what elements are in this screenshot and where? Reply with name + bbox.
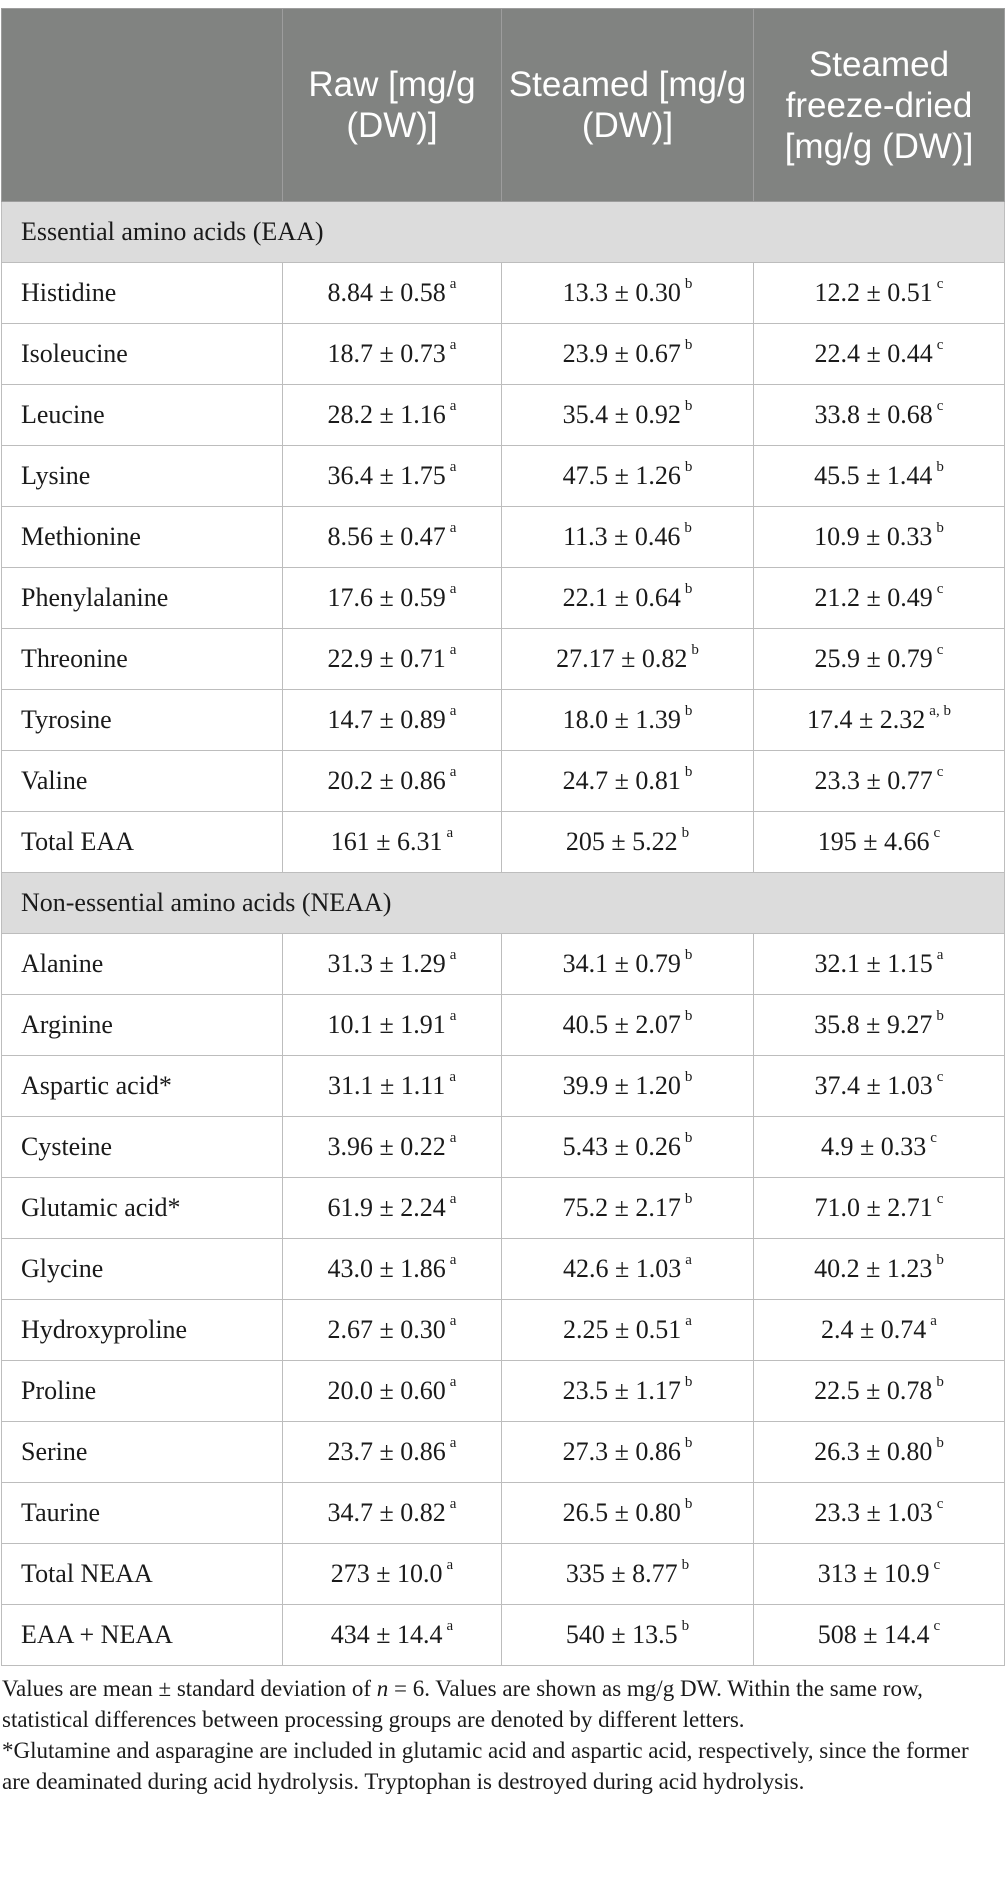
value-cell	[502, 1117, 754, 1178]
value-cell	[283, 385, 502, 446]
value-text: 10.1 ± 1.91	[327, 1010, 446, 1039]
significance-letter: c	[936, 1069, 944, 1086]
value-text: 24.7 ± 0.81	[562, 766, 681, 795]
significance-letter: b	[684, 581, 693, 598]
header-raw: Raw [mg/g (DW)]	[283, 9, 502, 202]
value-text: 5.43 ± 0.26	[562, 1132, 681, 1161]
significance-letter: c	[933, 1618, 941, 1635]
value-text: 25.9 ± 0.79	[814, 644, 933, 673]
significance-letter: c	[936, 398, 944, 415]
table-row	[2, 751, 1005, 812]
value-text: 11.3 ± 0.46	[563, 522, 681, 551]
amino-acid-name: Glycine	[2, 1239, 283, 1300]
value-text: 18.7 ± 0.73	[327, 339, 446, 368]
value-cell	[502, 1361, 754, 1422]
significance-letter: b	[684, 703, 693, 720]
significance-letter: c	[933, 825, 941, 842]
value-cell	[502, 1239, 754, 1300]
value-text: 36.4 ± 1.75	[327, 461, 446, 490]
value-text: 18.0 ± 1.39	[562, 705, 681, 734]
significance-letter: a	[930, 1313, 937, 1330]
significance-letter: b	[681, 825, 690, 842]
amino-acid-name: Total EAA	[2, 812, 283, 873]
significance-letter: b	[684, 520, 692, 537]
value-cell	[502, 263, 754, 324]
table-row	[2, 507, 1005, 568]
amino-acid-name: EAA + NEAA	[2, 1605, 283, 1666]
significance-letter: a	[449, 1374, 457, 1391]
value-text: 20.2 ± 0.86	[327, 766, 446, 795]
value-cell	[283, 446, 502, 507]
value-text: 273 ± 10.0	[330, 1559, 443, 1588]
value-text: 20.0 ± 0.60	[327, 1376, 446, 1405]
value-cell	[502, 1544, 754, 1605]
significance-letter: a	[449, 337, 457, 354]
value-cell	[283, 507, 502, 568]
significance-letter: a	[449, 642, 457, 659]
table-row	[2, 812, 1005, 873]
table-row	[2, 629, 1005, 690]
table-row	[2, 263, 1005, 324]
significance-letter: b	[936, 1008, 944, 1025]
header-steamed-freeze-dried: Steamed freeze-dried [mg/g (DW)]	[754, 9, 1005, 202]
value-cell	[283, 1300, 502, 1361]
value-text: 26.5 ± 0.80	[562, 1498, 681, 1527]
significance-letter: c	[930, 1130, 937, 1147]
value-text: 28.2 ± 1.16	[327, 400, 446, 429]
amino-acid-table	[1, 8, 1005, 1666]
value-text: 13.3 ± 0.30	[562, 278, 681, 307]
significance-letter: b	[936, 520, 944, 537]
value-text: 45.5 ± 1.44	[814, 461, 933, 490]
table-row	[2, 1361, 1005, 1422]
amino-acid-name: Arginine	[2, 995, 283, 1056]
table-row	[2, 1605, 1005, 1666]
value-text: 42.6 ± 1.03	[563, 1254, 682, 1283]
value-cell	[754, 1239, 1005, 1300]
amino-acid-name: Alanine	[2, 934, 283, 995]
value-cell	[502, 324, 754, 385]
value-cell	[754, 263, 1005, 324]
table-header	[2, 9, 1005, 202]
value-cell	[502, 751, 754, 812]
significance-letter: c	[936, 276, 944, 293]
significance-letter: b	[684, 1374, 693, 1391]
value-cell	[754, 812, 1005, 873]
table-row	[2, 1056, 1005, 1117]
value-cell	[502, 1178, 754, 1239]
significance-letter: c	[933, 1557, 941, 1574]
significance-letter: a	[685, 1313, 692, 1330]
value-text: 31.1 ± 1.11	[328, 1071, 446, 1100]
value-cell	[283, 1422, 502, 1483]
amino-acid-name: Glutamic acid*	[2, 1178, 283, 1239]
value-text: 12.2 ± 0.51	[814, 278, 933, 307]
significance-letter: a	[449, 398, 457, 415]
significance-letter: b	[936, 1252, 944, 1269]
significance-letter: a	[449, 581, 457, 598]
value-cell	[283, 690, 502, 751]
amino-acid-name: Valine	[2, 751, 283, 812]
table-row	[2, 324, 1005, 385]
significance-letter: b	[684, 1191, 693, 1208]
table-row	[2, 1544, 1005, 1605]
header-empty	[2, 9, 283, 202]
significance-letter: b	[691, 642, 699, 659]
significance-letter: a	[446, 1557, 454, 1574]
value-text: 2.4 ± 0.74	[821, 1315, 927, 1344]
value-cell	[754, 1422, 1005, 1483]
value-cell	[502, 385, 754, 446]
value-cell	[502, 934, 754, 995]
significance-letter: a	[446, 825, 454, 842]
significance-letter: b	[684, 1496, 693, 1513]
value-cell	[283, 812, 502, 873]
value-cell	[283, 1605, 502, 1666]
value-text: 35.8 ± 9.27	[814, 1010, 933, 1039]
section-row	[2, 202, 1005, 263]
significance-letter: a	[936, 947, 944, 964]
value-cell	[502, 690, 754, 751]
significance-letter: a	[449, 1008, 457, 1025]
value-cell	[754, 385, 1005, 446]
table-body	[2, 202, 1005, 1666]
value-text: 61.9 ± 2.24	[327, 1193, 446, 1222]
significance-letter: a	[449, 1496, 457, 1513]
significance-letter: c	[936, 337, 944, 354]
value-text: 14.7 ± 0.89	[327, 705, 446, 734]
significance-letter: a, b	[929, 703, 951, 720]
value-cell	[502, 568, 754, 629]
significance-letter: a	[449, 947, 457, 964]
significance-letter: b	[684, 398, 693, 415]
value-text: 23.7 ± 0.86	[327, 1437, 446, 1466]
value-cell	[754, 1483, 1005, 1544]
value-text: 22.1 ± 0.64	[562, 583, 681, 612]
value-text: 75.2 ± 2.17	[562, 1193, 681, 1222]
amino-acid-name: Phenylalanine	[2, 568, 283, 629]
significance-letter: a	[449, 1130, 457, 1147]
value-text: 40.5 ± 2.07	[562, 1010, 681, 1039]
value-cell	[283, 934, 502, 995]
value-cell	[283, 324, 502, 385]
value-text: 71.0 ± 2.71	[814, 1193, 933, 1222]
significance-letter: a	[449, 1313, 457, 1330]
table-row	[2, 934, 1005, 995]
value-text: 8.84 ± 0.58	[327, 278, 446, 307]
amino-acid-name: Methionine	[2, 507, 283, 568]
amino-acid-name: Tyrosine	[2, 690, 283, 751]
value-cell	[502, 1483, 754, 1544]
value-cell	[754, 1117, 1005, 1178]
value-cell	[754, 446, 1005, 507]
value-text: 33.8 ± 0.68	[814, 400, 933, 429]
value-cell	[754, 568, 1005, 629]
value-cell	[283, 568, 502, 629]
value-cell	[283, 751, 502, 812]
value-cell	[502, 1422, 754, 1483]
value-text: 540 ± 13.5	[565, 1620, 678, 1649]
significance-letter: b	[684, 1435, 693, 1452]
value-text: 23.5 ± 1.17	[562, 1376, 681, 1405]
value-text: 21.2 ± 0.49	[814, 583, 933, 612]
value-text: 2.67 ± 0.30	[327, 1315, 446, 1344]
value-cell	[502, 1300, 754, 1361]
value-cell	[754, 324, 1005, 385]
significance-letter: a	[449, 764, 457, 781]
table-row	[2, 995, 1005, 1056]
header-steamed: Steamed [mg/g (DW)]	[502, 9, 754, 202]
value-text: 34.7 ± 0.82	[327, 1498, 446, 1527]
table-row	[2, 568, 1005, 629]
value-cell	[754, 751, 1005, 812]
value-text: 8.56 ± 0.47	[327, 522, 446, 551]
value-cell	[283, 263, 502, 324]
value-text: 3.96 ± 0.22	[327, 1132, 446, 1161]
value-text: 22.4 ± 0.44	[814, 339, 933, 368]
value-cell	[283, 1239, 502, 1300]
significance-letter: a	[446, 1618, 454, 1635]
value-cell	[754, 690, 1005, 751]
value-text: 34.1 ± 0.79	[562, 949, 681, 978]
value-text: 32.1 ± 1.15	[814, 949, 933, 978]
significance-letter: c	[936, 1191, 944, 1208]
value-text: 23.3 ± 0.77	[814, 766, 933, 795]
significance-letter: b	[681, 1557, 690, 1574]
table-row	[2, 385, 1005, 446]
amino-acid-name: Serine	[2, 1422, 283, 1483]
value-text: 434 ± 14.4	[330, 1620, 443, 1649]
table-row	[2, 1422, 1005, 1483]
significance-letter: c	[936, 642, 944, 659]
significance-letter: c	[936, 581, 944, 598]
significance-letter: b	[684, 1130, 693, 1147]
value-text: 40.2 ± 1.23	[814, 1254, 933, 1283]
section-title: Non-essential amino acids (NEAA)	[2, 873, 1005, 934]
significance-letter: a	[449, 703, 457, 720]
table-row	[2, 446, 1005, 507]
value-text: 2.25 ± 0.51	[563, 1315, 682, 1344]
table-row	[2, 1300, 1005, 1361]
value-cell	[754, 934, 1005, 995]
value-cell	[754, 1178, 1005, 1239]
value-cell	[502, 629, 754, 690]
significance-letter: b	[684, 764, 693, 781]
value-cell	[754, 995, 1005, 1056]
value-text: 35.4 ± 0.92	[562, 400, 681, 429]
value-cell	[283, 1544, 502, 1605]
value-text: 161 ± 6.31	[330, 827, 443, 856]
table-row	[2, 690, 1005, 751]
significance-letter: c	[936, 1496, 944, 1513]
value-text: 10.9 ± 0.33	[814, 522, 933, 551]
amino-acid-name: Hydroxyproline	[2, 1300, 283, 1361]
significance-letter: b	[684, 1008, 693, 1025]
value-cell	[754, 1544, 1005, 1605]
amino-acid-name: Aspartic acid*	[2, 1056, 283, 1117]
significance-letter: a	[449, 459, 457, 476]
amino-acid-name: Histidine	[2, 263, 283, 324]
footnote-line-2: *Glutamine and asparagine are included in glutamic acid and aspartic acid, respectively, since the former are deaminated during acid hydrolysis. Tryptophan is destroyed during acid hydrolysis.	[2, 1738, 969, 1794]
value-text: 4.9 ± 0.33	[821, 1132, 927, 1161]
value-cell	[283, 1361, 502, 1422]
value-text: 313 ± 10.9	[817, 1559, 930, 1588]
value-cell	[283, 995, 502, 1056]
value-cell	[502, 507, 754, 568]
value-text: 27.3 ± 0.86	[562, 1437, 681, 1466]
table-row	[2, 1483, 1005, 1544]
value-cell	[283, 629, 502, 690]
amino-acid-name: Taurine	[2, 1483, 283, 1544]
value-text: 37.4 ± 1.03	[814, 1071, 933, 1100]
amino-acid-name: Isoleucine	[2, 324, 283, 385]
significance-letter: a	[449, 1069, 456, 1086]
value-cell	[754, 507, 1005, 568]
value-text: 23.9 ± 0.67	[562, 339, 681, 368]
value-cell	[502, 446, 754, 507]
significance-letter: b	[936, 1374, 944, 1391]
value-cell	[283, 1056, 502, 1117]
value-text: 22.9 ± 0.71	[327, 644, 446, 673]
significance-letter: a	[449, 520, 457, 537]
value-text: 335 ± 8.77	[565, 1559, 678, 1588]
significance-letter: b	[684, 459, 693, 476]
significance-letter: a	[449, 276, 457, 293]
value-cell	[502, 995, 754, 1056]
significance-letter: a	[449, 1191, 457, 1208]
value-text: 17.4 ± 2.32	[807, 705, 926, 734]
value-text: 26.3 ± 0.80	[814, 1437, 933, 1466]
table-row	[2, 1239, 1005, 1300]
value-cell	[283, 1483, 502, 1544]
amino-acid-name: Total NEAA	[2, 1544, 283, 1605]
section-row	[2, 873, 1005, 934]
significance-letter: b	[684, 337, 693, 354]
value-cell	[283, 1117, 502, 1178]
significance-letter: b	[936, 459, 944, 476]
value-text: 205 ± 5.22	[565, 827, 678, 856]
value-cell	[502, 1056, 754, 1117]
value-cell	[502, 1605, 754, 1666]
value-cell	[754, 1056, 1005, 1117]
value-text: 43.0 ± 1.86	[327, 1254, 446, 1283]
value-text: 39.9 ± 1.20	[562, 1071, 681, 1100]
value-text: 31.3 ± 1.29	[327, 949, 446, 978]
amino-acid-name: Lysine	[2, 446, 283, 507]
significance-letter: a	[449, 1252, 457, 1269]
value-cell	[283, 1178, 502, 1239]
amino-acid-name: Leucine	[2, 385, 283, 446]
significance-letter: b	[684, 276, 693, 293]
table-row	[2, 1117, 1005, 1178]
amino-acid-name: Cysteine	[2, 1117, 283, 1178]
value-cell	[502, 812, 754, 873]
significance-letter: b	[681, 1618, 690, 1635]
value-text: 47.5 ± 1.26	[562, 461, 681, 490]
footnote-line-1: Values are mean ± standard deviation of n = 6. Values are shown as mg/g DW. Within the same row, statistical differences between processing groups are denoted by different letters.	[2, 1676, 923, 1732]
value-cell	[754, 1361, 1005, 1422]
amino-acid-name: Threonine	[2, 629, 283, 690]
value-text: 508 ± 14.4	[817, 1620, 930, 1649]
value-cell	[754, 629, 1005, 690]
significance-letter: c	[936, 764, 944, 781]
table-row	[2, 1178, 1005, 1239]
value-text: 195 ± 4.66	[817, 827, 930, 856]
section-title: Essential amino acids (EAA)	[2, 202, 1005, 263]
significance-letter: b	[684, 1069, 693, 1086]
value-text: 22.5 ± 0.78	[814, 1376, 933, 1405]
significance-letter: a	[449, 1435, 457, 1452]
value-cell	[754, 1605, 1005, 1666]
value-cell	[754, 1300, 1005, 1361]
value-text: 17.6 ± 0.59	[327, 583, 446, 612]
significance-letter: a	[685, 1252, 692, 1269]
amino-acid-name: Proline	[2, 1361, 283, 1422]
table-footnote	[0, 1666, 1005, 1797]
value-text: 27.17 ± 0.82	[556, 644, 688, 673]
significance-letter: b	[936, 1435, 944, 1452]
value-text: 23.3 ± 1.03	[814, 1498, 933, 1527]
significance-letter: b	[684, 947, 693, 964]
